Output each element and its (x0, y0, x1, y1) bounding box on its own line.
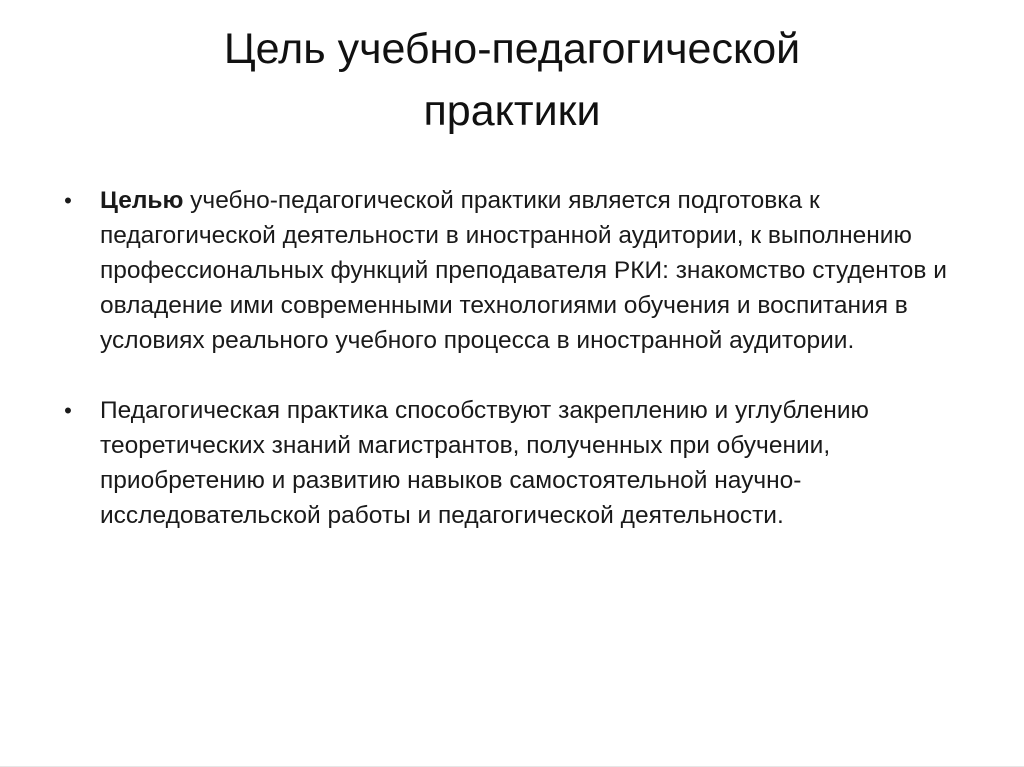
bullet-dot-icon: • (64, 188, 72, 213)
bullet-body: Педагогическая практика способствуют закреплению и углублению теоретических знаний магистрантов, полученных при обучении, приобретению и развитию навыков самостоятельной научно-исследовательской работы и педагогической деятельности. (100, 397, 869, 529)
bullet-text-practice (100, 397, 869, 529)
bullet-body: учебно-педагогической практики является подготовка к педагогической деятельности в иностранной аудитории, к выполнению профессиональных функций преподавателя РКИ: знакомство студентов и овладение ими современными технологиями обучения и воспитания в условиях реального учебного процесса в иностранной аудитории. (100, 187, 947, 354)
bullet-item-goal (58, 183, 978, 358)
slide-title-line-1: Цель учебно-педагогической (223, 25, 801, 73)
bullet-lead-bold: Целью (100, 187, 184, 214)
slide-title (0, 18, 1024, 142)
bullet-dot-icon: • (64, 398, 72, 423)
bullet-text-goal (100, 187, 947, 354)
slide-title-line-2: практики (423, 87, 601, 135)
bullet-list (58, 183, 978, 533)
bullet-item-practice (58, 393, 978, 533)
